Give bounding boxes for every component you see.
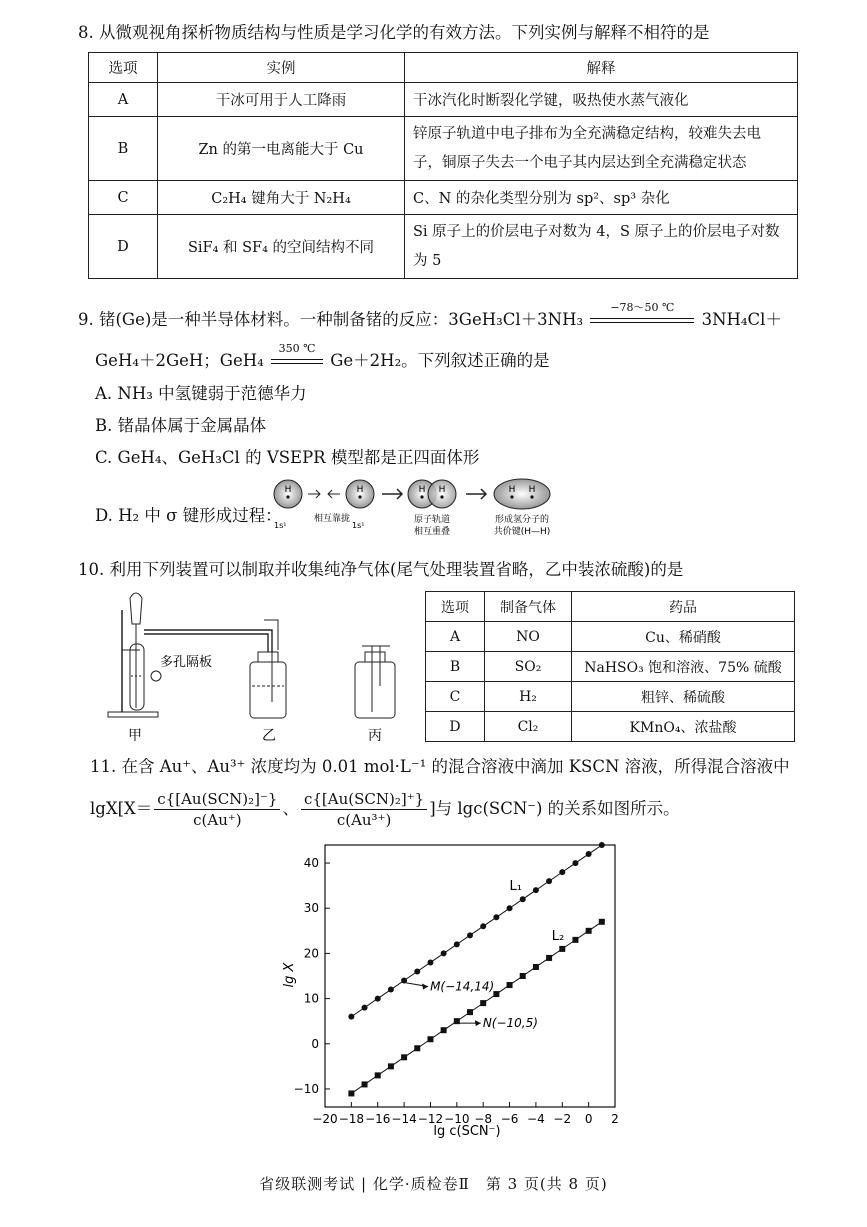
lgx-chart — [275, 835, 630, 1145]
data-point-circle — [572, 860, 578, 866]
h-label: H — [508, 485, 516, 495]
q8-header-example: 实例 — [158, 53, 405, 83]
s1-label: 1s¹ — [352, 521, 365, 530]
h-atom-1s-orbital — [274, 480, 302, 508]
data-point-square — [414, 1045, 420, 1051]
h-label: H — [356, 485, 364, 495]
x-tick-label: −4 — [527, 1112, 545, 1126]
x-tick-label: 2 — [611, 1112, 619, 1126]
q9-condition-2: 350 ℃ — [278, 342, 316, 355]
data-point-circle — [546, 878, 552, 884]
q10-stem: 10. 利用下列装置可以制取并收集纯净气体(尾气处理装置省略，乙中装浓硫酸)的是 — [78, 560, 684, 579]
q10-table — [425, 591, 795, 742]
label-yi: 乙 — [262, 728, 276, 744]
q11-fraction-1 — [154, 789, 280, 830]
right-arrow-icon — [308, 490, 320, 498]
q11-line2-prefix: lgX[X＝ — [90, 799, 153, 818]
q9-reaction-arrow-2 — [269, 342, 325, 372]
data-point-square — [572, 937, 578, 943]
q10-row-d-gas: Cl₂ — [485, 712, 572, 742]
table-row — [89, 117, 798, 181]
bond-label-2: 共价键(H—H) — [493, 527, 551, 537]
data-point-square — [441, 1027, 447, 1033]
data-point-square — [507, 982, 513, 988]
x-tick-label: 0 — [584, 1112, 593, 1126]
data-point-square — [375, 1072, 381, 1078]
apparatus-diagram — [100, 590, 415, 745]
data-point-circle — [414, 968, 420, 974]
q10-header-gas: 制备气体 — [485, 592, 572, 622]
q8-table — [88, 52, 798, 279]
x-tick-label: −12 — [417, 1112, 444, 1126]
q8-row-d-explanation-line1: Si 原子上的价层电子对数为 4，S 原子上的价层电子对数 — [413, 223, 780, 240]
data-point-square — [586, 928, 592, 934]
q10-row-b-gas: SO₂ — [485, 652, 572, 682]
table-row — [426, 652, 795, 682]
x-axis-label: lg c(SCN⁻) — [433, 1124, 501, 1139]
data-point-circle — [375, 996, 381, 1002]
q9-reaction-arrow — [588, 301, 696, 331]
right-arrow-icon — [466, 489, 486, 499]
left-arrow-icon — [328, 490, 340, 498]
q9-option-b: B. 锗晶体属于金属晶体 — [95, 416, 267, 435]
q8-row-d-explanation — [405, 215, 798, 279]
table-row — [426, 622, 795, 652]
data-point-square — [520, 973, 526, 979]
arrow-head-icon — [475, 1020, 481, 1026]
q8-row-d-option: D — [89, 215, 158, 279]
y-axis-label: lg X — [282, 962, 297, 988]
test-tube — [130, 644, 144, 710]
h-atom-1s-orbital-2 — [346, 480, 374, 508]
q8-header-option: 选项 — [89, 53, 158, 83]
q8-row-c-option: C — [89, 181, 158, 215]
q11-separator: 、 — [282, 799, 299, 818]
data-point-circle — [362, 1005, 368, 1011]
data-point-square — [533, 964, 539, 970]
q8-row-b-example: Zn 的第一电离能大于 Cu — [158, 117, 405, 181]
q8-stem: 8. 从微观视角探析物质结构与性质是学习化学的有效方法。下列实例与解释不相符的是 — [78, 23, 710, 42]
label-bing: 丙 — [368, 728, 382, 744]
x-tick-label: −16 — [365, 1112, 391, 1126]
fraction-1-numerator: c{[Au(SCN)₂]⁻} — [154, 789, 280, 810]
table-row — [426, 682, 795, 712]
q8-row-a-example: 干冰可用于人工降雨 — [158, 83, 405, 117]
q8-header-explanation: 解释 — [405, 53, 798, 83]
q8-row-b-explanation-line1: 锌原子轨道中电子排布为全充满稳定结构，较难失去电 — [413, 125, 761, 142]
plot-frame — [325, 845, 615, 1107]
q10-row-b-reagent: NaHSO₃ 饱和溶液、75% 硫酸 — [572, 652, 795, 682]
data-point-circle — [586, 851, 592, 857]
q8-row-c-explanation: C、N 的杂化类型分别为 sp²、sp³ 杂化 — [405, 181, 798, 215]
data-point-circle — [454, 941, 460, 947]
q9-reaction-left: 9. 锗(Ge)是一种半导体材料。一种制备锗的反应：3GeH₃Cl＋3NH₃ — [78, 310, 584, 329]
valve-icon — [151, 671, 161, 681]
q8-row-a-explanation: 干冰汽化时断裂化学键，吸热使水蒸气液化 — [405, 83, 798, 117]
y-tick-label: 20 — [303, 946, 319, 961]
q11-line2-suffix: ]与 lgc(SCN⁻) 的关系如图所示。 — [429, 799, 680, 818]
fraction-2-numerator: c{[Au(SCN)₂]⁺} — [301, 789, 427, 810]
q10-row-d-reagent: KMnO₄、浓盐酸 — [572, 712, 795, 742]
q8-row-b-option: B — [89, 117, 158, 181]
annotation-label: N(−10,5) — [482, 1016, 538, 1031]
x-tick-label: −8 — [474, 1112, 493, 1126]
q9-line2-right: Ge＋2H₂。下列叙述正确的是 — [330, 351, 550, 370]
x-tick-label: −14 — [391, 1112, 417, 1126]
q8-row-a-option: A — [89, 83, 158, 117]
right-arrow-icon — [382, 489, 402, 499]
q10-row-d-option: D — [426, 712, 485, 742]
page-footer: 省级联测考试 | 化学·质检卷Ⅱ 第 3 页(共 8 页) — [259, 1175, 608, 1193]
data-point-circle — [599, 842, 605, 848]
q9-reaction-right: 3NH₄Cl＋ — [701, 310, 782, 329]
q10-row-c-reagent: 粗锌、稀硫酸 — [572, 682, 795, 712]
q11-line2 — [90, 786, 680, 832]
stand-base — [108, 712, 158, 717]
series-label: L₁ — [509, 879, 523, 895]
y-tick-label: 30 — [303, 901, 319, 916]
funnel — [130, 593, 142, 624]
q9-option-c: C. GeH₄、GeH₃Cl 的 VSEPR 模型都是正四面体形 — [95, 448, 480, 467]
data-point-square — [388, 1063, 394, 1069]
h-label: H — [418, 485, 426, 495]
data-point-square — [401, 1054, 407, 1060]
data-point-circle — [520, 896, 526, 902]
delivery-tube — [144, 630, 272, 652]
data-point-circle — [559, 869, 565, 875]
data-point-circle — [427, 959, 433, 965]
collection-bottle — [355, 662, 395, 718]
label-jia: 甲 — [128, 728, 142, 744]
data-point-circle — [467, 932, 473, 938]
q8-row-b-explanation — [405, 117, 798, 181]
data-point-circle — [348, 1014, 354, 1020]
data-point-square — [559, 946, 565, 952]
wash-bottle — [250, 662, 286, 718]
q11-line1: 11. 在含 Au⁺、Au³⁺ 浓度均为 0.01 mol·L⁻¹ 的混合溶液中滴加 KSCN 溶液，所得混合溶液中 — [90, 757, 790, 776]
y-tick-label: 10 — [303, 991, 319, 1006]
q10-header-reagent: 药品 — [572, 592, 795, 622]
data-point-square — [467, 1009, 473, 1015]
table-row — [89, 215, 798, 279]
data-point-circle — [493, 914, 499, 920]
data-point-square — [427, 1036, 433, 1042]
h2-molecule-orbital — [494, 479, 550, 509]
bond-label-1: 形成氢分子的 — [494, 515, 550, 525]
data-point-square — [599, 919, 605, 925]
y-tick-label: 0 — [311, 1036, 319, 1051]
q10-header-option: 选项 — [426, 592, 485, 622]
x-tick-label: −10 — [444, 1112, 470, 1126]
series-label: L₂ — [551, 928, 565, 944]
x-tick-label: −20 — [312, 1112, 338, 1126]
data-point-circle — [533, 887, 539, 893]
data-point-circle — [388, 987, 394, 993]
data-point-circle — [441, 950, 447, 956]
data-point-square — [348, 1090, 354, 1096]
arrow-head-icon — [422, 984, 428, 990]
approach-label: 相互靠拢 — [314, 514, 351, 524]
y-tick-label: −10 — [293, 1081, 319, 1096]
q10-row-a-option: A — [426, 622, 485, 652]
q9-option-d: D. H₂ 中 σ 键形成过程： — [95, 506, 282, 525]
q10-row-a-reagent: Cu、稀硝酸 — [572, 622, 795, 652]
q8-row-d-example: SiF₄ 和 SF₄ 的空间结构不同 — [158, 215, 405, 279]
q10-row-b-option: B — [426, 652, 485, 682]
x-tick-label: −2 — [553, 1112, 572, 1126]
s1-label: 1s¹ — [274, 521, 287, 530]
annotation-label: M(−14,14) — [430, 979, 495, 994]
fraction-1-denominator: c(Au⁺) — [193, 810, 242, 829]
table-row — [426, 712, 795, 742]
y-tick-label: 40 — [303, 856, 319, 871]
data-point-square — [493, 991, 499, 997]
h-label: H — [284, 485, 292, 495]
q10-row-a-gas: NO — [485, 622, 572, 652]
data-point-circle — [480, 923, 486, 929]
q9-line2 — [95, 342, 550, 372]
sigma-bond-diagram — [270, 476, 570, 548]
q8-row-d-explanation-line2: 为 5 — [413, 252, 442, 269]
data-point-circle — [507, 905, 513, 911]
h-label: H — [528, 485, 536, 495]
x-tick-label: −18 — [338, 1112, 365, 1126]
overlapping-orbitals — [408, 480, 456, 508]
data-point-square — [546, 955, 552, 961]
q8-row-c-example: C₂H₄ 键角大于 N₂H₄ — [158, 181, 405, 215]
table-row — [89, 83, 798, 117]
q9-line2-left: GeH₄＋2GeH；GeH₄ — [95, 351, 264, 370]
q10-row-c-gas: H₂ — [485, 682, 572, 712]
q9-line1 — [78, 301, 782, 331]
q10-row-c-option: C — [426, 682, 485, 712]
porous-plate-label: 多孔隔板 — [160, 655, 213, 670]
overlap-label-2: 相互重叠 — [413, 527, 451, 537]
overlap-label-1: 原子轨道 — [413, 515, 451, 525]
q11-fraction-2 — [301, 789, 427, 830]
table-row — [89, 181, 798, 215]
h-label: H — [438, 485, 446, 495]
x-tick-label: −6 — [500, 1112, 519, 1126]
data-point-square — [480, 1000, 486, 1006]
data-point-square — [362, 1081, 368, 1087]
fraction-2-denominator: c(Au³⁺) — [336, 810, 392, 829]
q9-condition-1: −78～50 ℃ — [610, 301, 675, 314]
q8-row-b-explanation-line2: 子，铜原子失去一个电子其内层达到全充满稳定状态 — [413, 154, 747, 171]
q9-option-a: A. NH₃ 中氢键弱于范德华力 — [95, 384, 307, 403]
